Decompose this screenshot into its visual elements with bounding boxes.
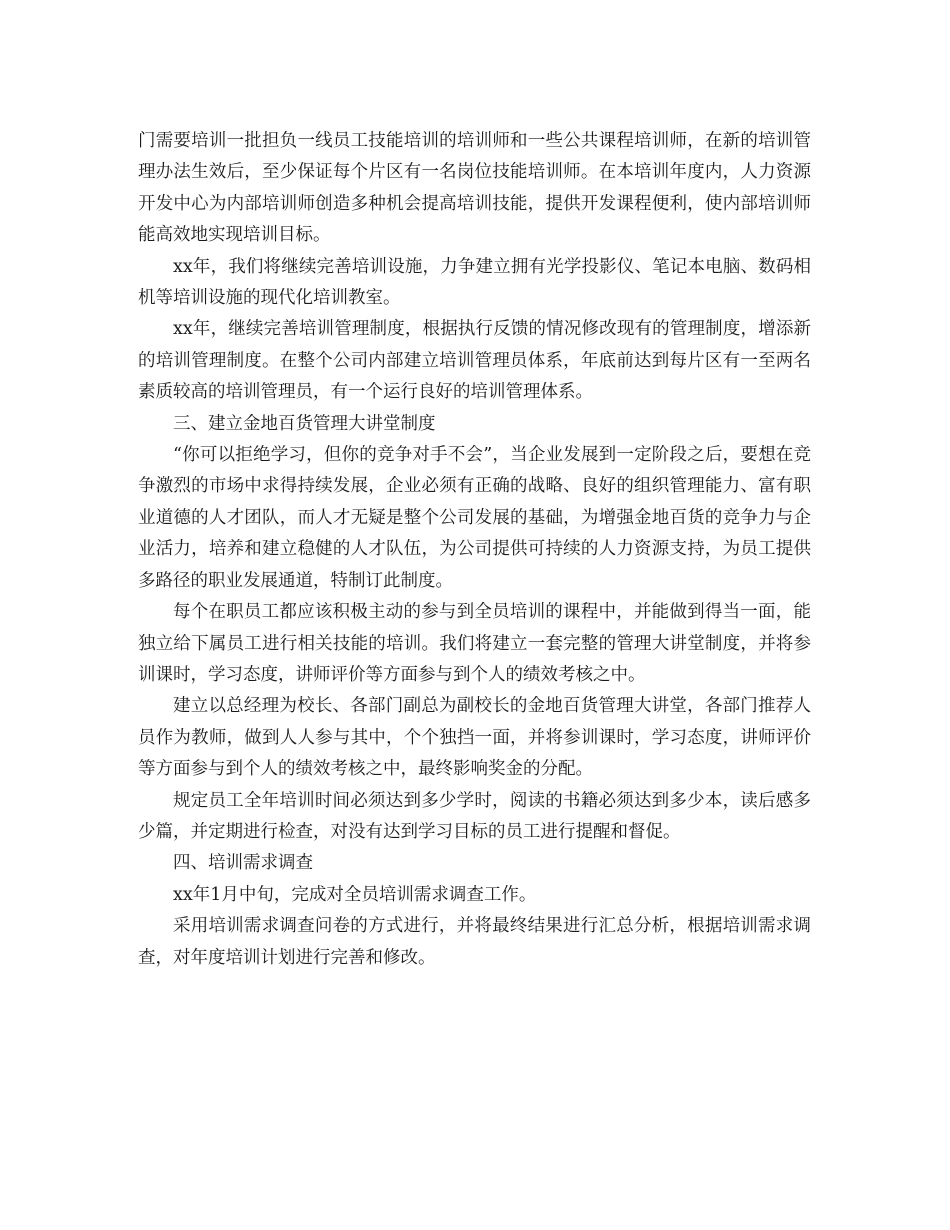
document-body (138, 126, 811, 974)
paragraph-lecture-hall-purpose: “你可以拒绝学习，但你的竞争对手不会”，当企业发展到一定阶段之后，要想在竞争激烈的市场中求得持续发展，企业必须有正确的战略、良好的组织管理能力、富有职业道德的人才团队，而人才无疑是整个公司发展的基础，为增强金地百货的竞争力与企业活力，培养和建立稳健的人才队伍，为公司提供可持续的人力资源支持，为员工提供多路径的职业发展通道，特制订此制度。 (138, 445, 811, 591)
paragraph-lecture-hall-structure: 建立以总经理为校长、各部门副总为副校长的金地百货管理大讲堂，各部门推荐人员作为教师，做到人人参与其中，个个独挡一面，并将参训课时，学习态度，讲师评价等方面参与到个人的绩效考核之中，最终影响奖金的分配。 (138, 696, 811, 780)
paragraph-employee-participation: 每个在职员工都应该积极主动的参与到全员培训的课程中，并能做到得当一面，能独立给下属员工进行相关技能的培训。我们将建立一套完整的管理大讲堂制度，并将参训课时，学习态度，讲师评价等方面参与到个人的绩效考核之中。 (138, 602, 811, 685)
section-heading-needs-survey: 四、培训需求调查 (173, 853, 313, 874)
section-heading-lecture-hall: 三、建立金地百货管理大讲堂制度 (173, 413, 436, 434)
paragraph-training-instructors: 门需要培训一批担负一线员工技能培训的培训师和一些公共课程培训师，在新的培训管理办法生效后，至少保证每个片区有一名岗位技能培训师。在本培训年度内，人力资源开发中心为内部培训师创造多种机会提高培训技能，提供开发课程便利，使内部培训师能高效地实现培训目标。 (138, 131, 811, 246)
paragraph-training-management-system: xx年，继续完善培训管理制度，根据执行反馈的情况修改现有的管理制度，增添新的培训管理制度。在整个公司内部建立培训管理员体系，年底前达到每片区有一至两名素质较高的培训管理员，有一个运行良好的培训管理体系。 (138, 319, 811, 403)
paragraph-survey-timeline: xx年1月中旬，完成对全员培训需求调查工作。 (173, 884, 537, 905)
paragraph-training-facilities: xx年，我们将继续完善培训设施，力争建立拥有光学投影仪、笔记本电脑、数码相机等培训设施的现代化培训教室。 (138, 256, 811, 309)
paragraph-survey-method: 采用培训需求调查问卷的方式进行，并将最终结果进行汇总分析，根据培训需求调查，对年度培训计划进行完善和修改。 (138, 916, 811, 968)
paragraph-study-requirements: 规定员工全年培训时间必须达到多少学时，阅读的书籍必须达到多少本，读后感多少篇，并定期进行检查，对没有达到学习目标的员工进行提醒和督促。 (138, 790, 811, 842)
